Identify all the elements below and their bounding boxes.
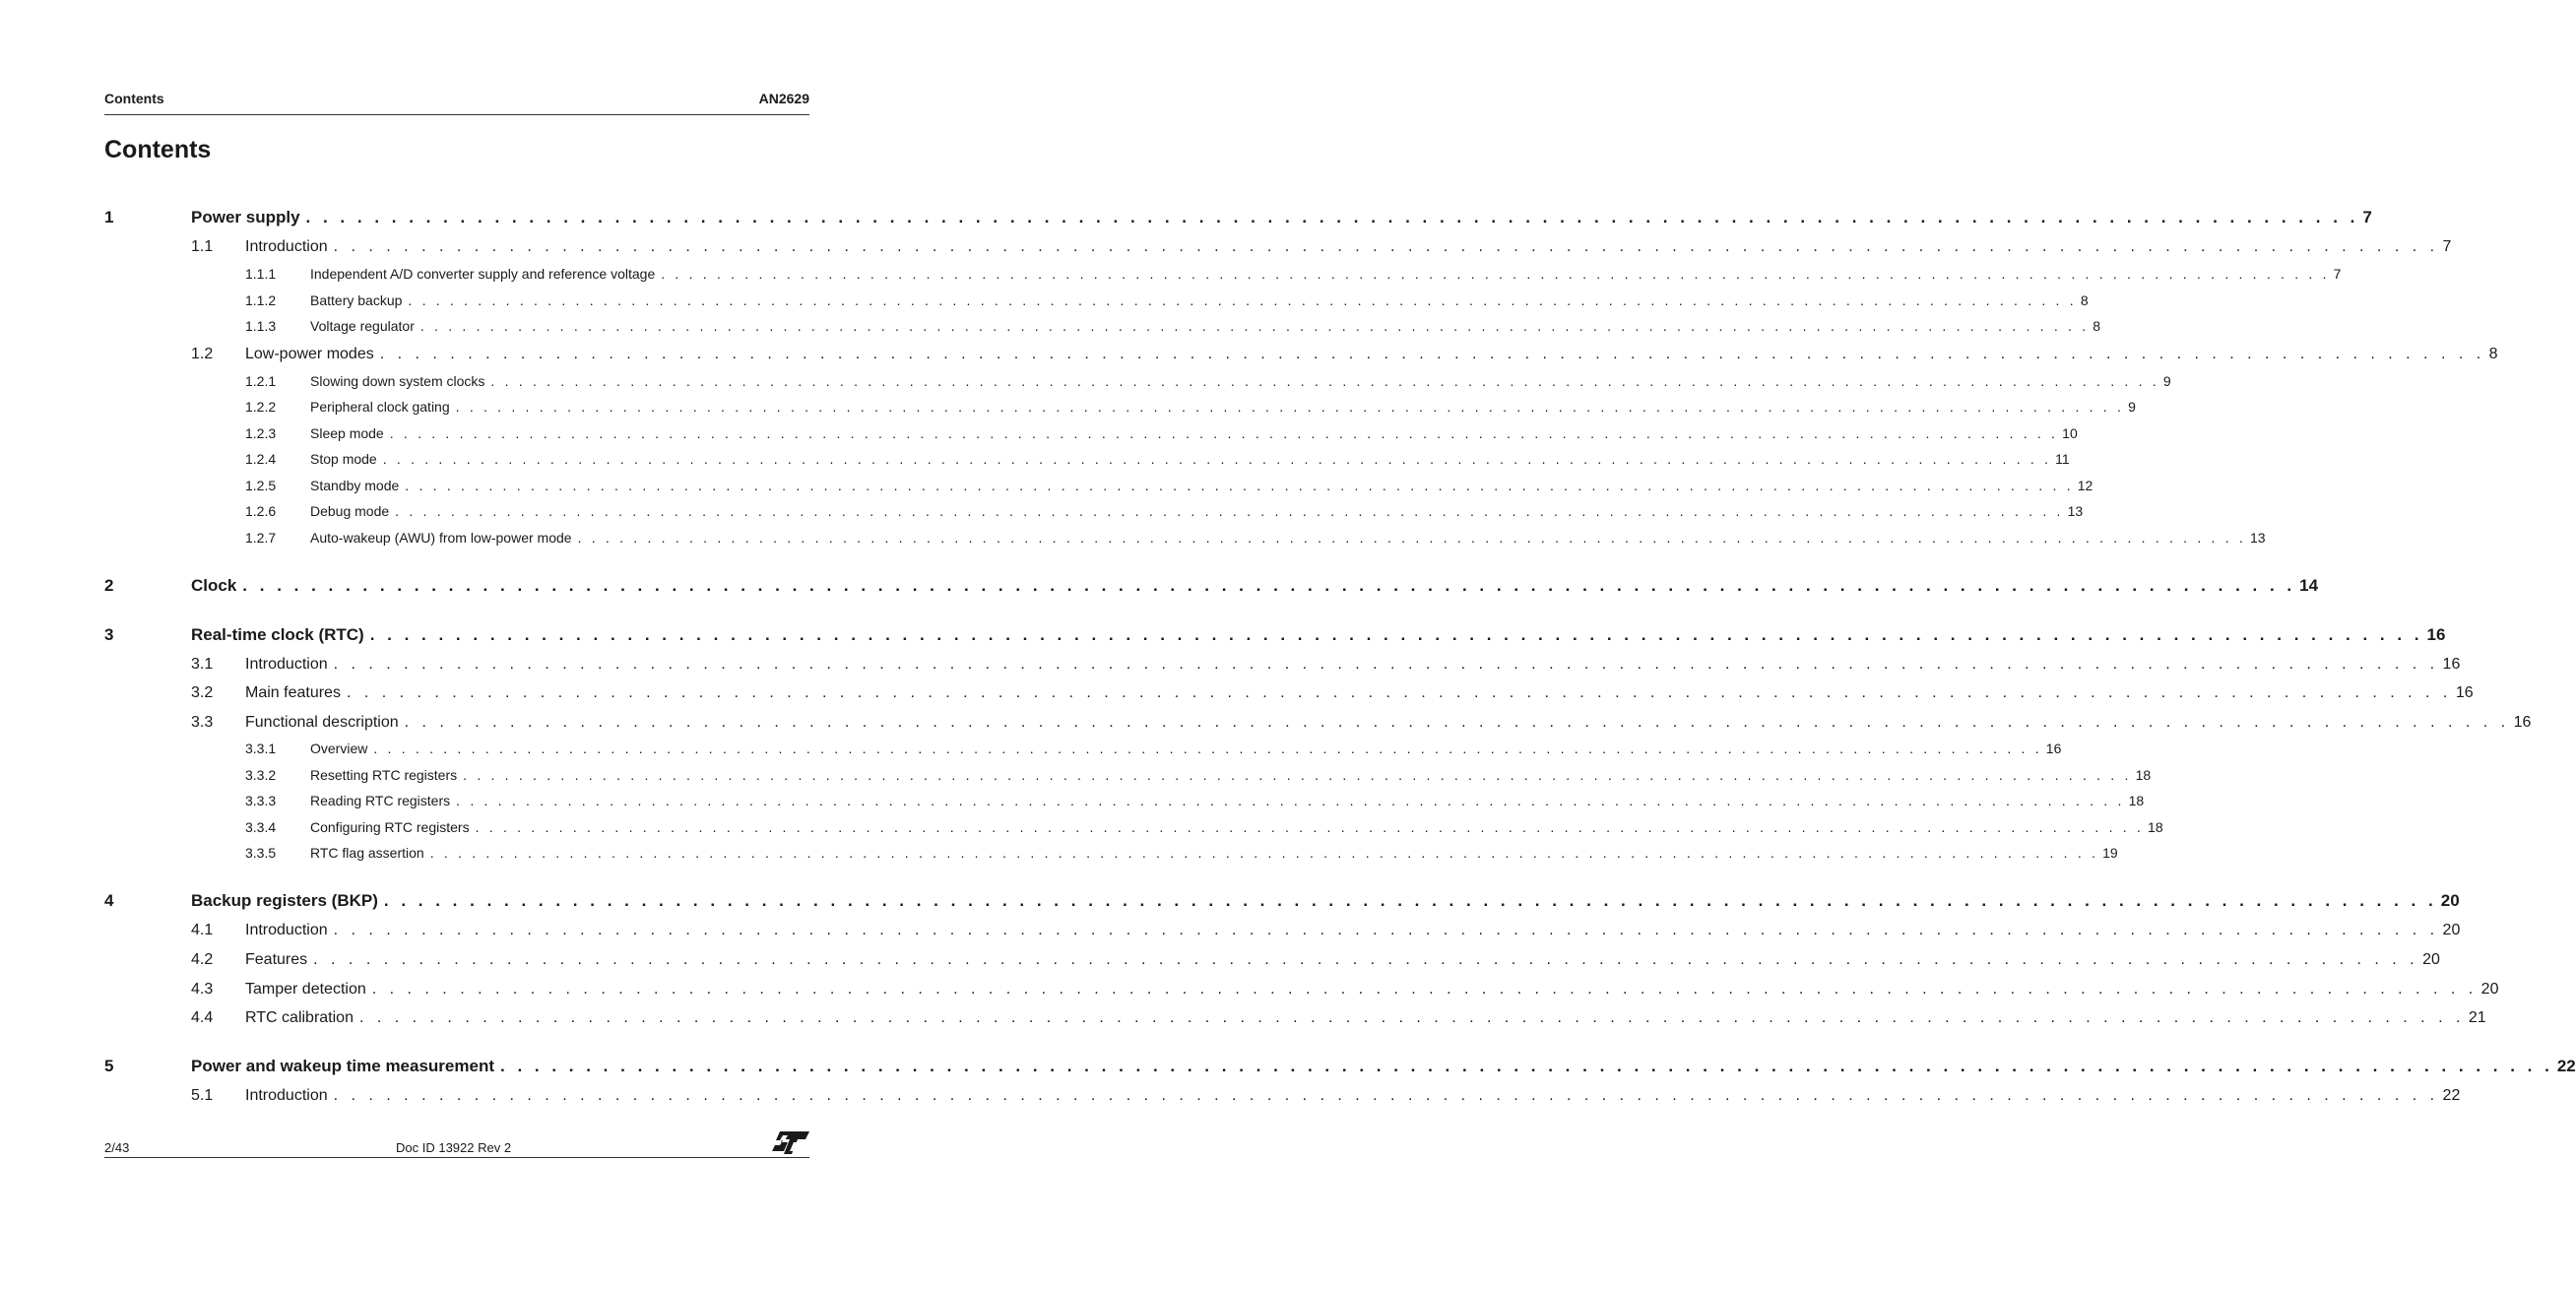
toc-entry-page[interactable]: 13	[2250, 530, 2266, 546]
toc-entry-number: 1.2.1	[245, 373, 277, 389]
toc-entry-line	[245, 1087, 2461, 1105]
toc-entry-page[interactable]: 18	[2135, 767, 2152, 783]
toc-entry-line	[245, 714, 2532, 732]
toc-entry-page[interactable]: 13	[2067, 503, 2084, 519]
toc-entry-number: 1.2	[191, 346, 214, 362]
header-doc-number: AN2629	[758, 91, 809, 106]
toc-entry-number: 1.2.3	[245, 425, 277, 441]
toc-dot-leader: . . . . . . . . . . . . . . . . . . . . . . . . . . . . . . . . . . . . . . . . . . . . . . . . . . . . . . . . . . . . . . . . . . . . . . . . . . . . . . . . . . . . . . . . . . . . . . . . . . . . . . . . . . . . . . . . . . . . . . . .	[383, 891, 2437, 910]
toc-entry-title[interactable]: Introduction	[245, 1087, 328, 1104]
toc-entry-title[interactable]: Peripheral clock gating	[310, 399, 450, 415]
toc-dot-leader: . . . . . . . . . . . . . . . . . . . . . . . . . . . . . . . . . . . . . . . . . . . . . . . . . . . . . . . . . . . . . . . . . . . . . . . . . . . . . . . . . . . . . . . . . . . . . . . . . . . . . . . . . . . . . . . . . . . . . . . .	[456, 793, 2125, 808]
toc-dot-leader: . . . . . . . . . . . . . . . . . . . . . . . . . . . . . . . . . . . . . . . . . . . . . . . . . . . . . . . . . . . . . . . . . . . . . . . . . . . . . . . . . . . . . . . . . . . . . . . . . . . . . . . . . . . . . . . . . . . . . . . .	[577, 530, 2246, 546]
toc-entry-line	[245, 951, 2440, 969]
toc-entry-title[interactable]: Debug mode	[310, 503, 390, 519]
toc-entry-page[interactable]: 16	[2455, 684, 2474, 701]
toc-entry-line	[245, 238, 2452, 256]
toc-dot-leader: . . . . . . . . . . . . . . . . . . . . . . . . . . . . . . . . . . . . . . . . . . . . . . . . . . . . . . . . . . . . . . . . . . . . . . . . . . . . . . . . . . . . . . . . . . . . . . . . . . . . . . . . . . . . . . . . . . . . . . . .	[500, 1057, 2553, 1075]
toc-dot-leader: . . . . . . . . . . . . . . . . . . . . . . . . . . . . . . . . . . . . . . . . . . . . . . . . . . . . . . . . . . . . . . . . . . . . . . . . . . . . . . . . . . . . . . . . . . . . . . . . . . . . . . . . . . . . . . . . . . . . . . . .	[405, 478, 2074, 493]
toc-entry-number: 5	[104, 1057, 114, 1075]
toc-entry-number: 3.3	[191, 714, 214, 731]
toc-entry-line	[245, 656, 2461, 674]
footer-page-number: 2/43	[104, 1140, 130, 1155]
toc-entry-title[interactable]: Stop mode	[310, 451, 377, 467]
toc-entry-number: 4.3	[191, 981, 214, 998]
toc-entry-line	[310, 503, 2084, 519]
toc-entry-title[interactable]: Independent A/D converter supply and reference voltage	[310, 266, 656, 282]
toc-dot-leader: . . . . . . . . . . . . . . . . . . . . . . . . . . . . . . . . . . . . . . . . . . . . . . . . . . . . . . . . . . . . . . . . . . . . . . . . . . . . . . . . . . . . . . . . . . . . . . . . . . . . . . . . . . . . . . . . . . . . . . . .	[333, 1087, 2439, 1104]
toc-entry-line	[310, 741, 2062, 756]
toc-entry-number: 3	[104, 625, 114, 644]
toc-dot-leader: . . . . . . . . . . . . . . . . . . . . . . . . . . . . . . . . . . . . . . . . . . . . . . . . . . . . . . . . . . . . . . . . . . . . . . . . . . . . . . . . . . . . . . . . . . . . . . . . . . . . . . . . . . . . . . . . . . . . . . . .	[333, 656, 2439, 673]
toc-entry-number: 3.1	[191, 656, 214, 673]
toc-entry-line	[191, 1057, 2576, 1076]
toc-entry-number: 3.3.3	[245, 793, 277, 808]
toc-entry-page[interactable]: 8	[2080, 292, 2089, 308]
toc-entry-number: 1.2.6	[245, 503, 277, 519]
toc-entry-title[interactable]: Power supply	[191, 208, 300, 226]
toc-dot-leader: . . . . . . . . . . . . . . . . . . . . . . . . . . . . . . . . . . . . . . . . . . . . . . . . . . . . . . . . . . . . . . . . . . . . . . . . . . . . . . . . . . . . . . . . . . . . . . . . . . . . . . . . . . . . . . . . . . . . . . . .	[389, 425, 2059, 441]
toc-entry-line	[310, 793, 2145, 808]
toc-entry-line	[310, 478, 2093, 493]
toc-entry-line	[310, 530, 2266, 546]
toc-entry-line	[191, 891, 2460, 911]
toc-entry-page[interactable]: 20	[2422, 951, 2440, 968]
toc-entry-title[interactable]: Reading RTC registers	[310, 793, 451, 808]
toc-entry-line	[191, 576, 2319, 596]
toc-entry-line	[310, 318, 2101, 334]
toc-entry-number: 3.2	[191, 684, 214, 701]
page-title: Contents	[104, 136, 212, 163]
toc-entry-page[interactable]: 11	[2055, 451, 2070, 467]
toc-entry-title[interactable]: Power and wakeup time measurement	[191, 1057, 494, 1075]
toc-entry-number: 4.4	[191, 1009, 214, 1026]
toc-dot-leader: . . . . . . . . . . . . . . . . . . . . . . . . . . . . . . . . . . . . . . . . . . . . . . . . . . . . . . . . . . . . . . . . . . . . . . . . . . . . . . . . . . . . . . . . . . . . . . . . . . . . . . . . . . . . . . . . . . . . . . . .	[333, 922, 2439, 938]
toc-entry-title[interactable]: Voltage regulator	[310, 318, 415, 334]
toc-dot-leader: . . . . . . . . . . . . . . . . . . . . . . . . . . . . . . . . . . . . . . . . . . . . . . . . . . . . . . . . . . . . . . . . . . . . . . . . . . . . . . . . . . . . . . . . . . . . . . . . . . . . . . . . . . . . . . . . . . . . . . . .	[371, 981, 2478, 998]
toc-entry-number: 1.1.2	[245, 292, 277, 308]
toc-entry-page[interactable]: 22	[2556, 1057, 2576, 1075]
toc-entry-page[interactable]: 12	[2077, 478, 2093, 493]
toc-dot-leader: . . . . . . . . . . . . . . . . . . . . . . . . . . . . . . . . . . . . . . . . . . . . . . . . . . . . . . . . . . . . . . . . . . . . . . . . . . . . . . . . . . . . . . . . . . . . . . . . . . . . . . . . . . . . . . . . . . . . . . . .	[404, 714, 2510, 731]
st-logo-icon	[772, 1128, 809, 1157]
toc-entry-page[interactable]: 16	[2513, 714, 2532, 731]
toc-entry-page[interactable]: 14	[2299, 576, 2319, 595]
toc-entry-title[interactable]: Configuring RTC registers	[310, 819, 470, 835]
toc-entry-line	[310, 845, 2118, 861]
toc-entry-page[interactable]: 8	[2488, 346, 2498, 362]
toc-dot-leader: . . . . . . . . . . . . . . . . . . . . . . . . . . . . . . . . . . . . . . . . . . . . . . . . . . . . . . . . . . . . . . . . . . . . . . . . . . . . . . . . . . . . . . . . . . . . . . . . . . . . . . . . . . . . . . . . . . . . . . . .	[313, 951, 2419, 968]
toc-entry-page[interactable]: 16	[2442, 656, 2461, 673]
toc-entry-line	[245, 981, 2499, 999]
toc-entry-title[interactable]: Main features	[245, 684, 341, 701]
toc-entry-line	[310, 373, 2171, 389]
toc-dot-leader: . . . . . . . . . . . . . . . . . . . . . . . . . . . . . . . . . . . . . . . . . . . . . . . . . . . . . . . . . . . . . . . . . . . . . . . . . . . . . . . . . . . . . . . . . . . . . . . . . . . . . . . . . . . . . . . . . . . . . . . .	[379, 346, 2485, 362]
toc-entry-number: 1.2.7	[245, 530, 277, 546]
toc-dot-leader: . . . . . . . . . . . . . . . . . . . . . . . . . . . . . . . . . . . . . . . . . . . . . . . . . . . . . . . . . . . . . . . . . . . . . . . . . . . . . . . . . . . . . . . . . . . . . . . . . . . . . . . . . . . . . . . . . . . . . . . .	[429, 845, 2099, 861]
toc-entry-number: 3.3.2	[245, 767, 277, 783]
toc-entry-number: 1.1.1	[245, 266, 277, 282]
toc-entry-title[interactable]: Introduction	[245, 922, 328, 938]
toc-entry-number: 1.2.2	[245, 399, 277, 415]
toc-entry-title[interactable]: Battery backup	[310, 292, 403, 308]
toc-entry-number: 1.1	[191, 238, 214, 255]
header-section: Contents	[104, 91, 164, 106]
toc-entry-line	[310, 767, 2152, 783]
toc-entry-title[interactable]: Clock	[191, 576, 237, 595]
toc-entry-line	[245, 922, 2461, 939]
toc-entry-title[interactable]: Low-power modes	[245, 346, 374, 362]
toc-dot-leader: . . . . . . . . . . . . . . . . . . . . . . . . . . . . . . . . . . . . . . . . . . . . . . . . . . . . . . . . . . . . . . . . . . . . . . . . . . . . . . . . . . . . . . . . . . . . . . . . . . . . . . . . . . . . . . . . . . . . . . . .	[369, 625, 2423, 644]
page-footer	[104, 1140, 809, 1158]
footer-doc-id: Doc ID 13922 Rev 2	[396, 1140, 512, 1155]
toc-entry-title[interactable]: Functional description	[245, 714, 399, 731]
toc-entry-number: 4	[104, 891, 114, 910]
toc-entry-page[interactable]: 21	[2468, 1009, 2486, 1026]
toc-entry-page[interactable]: 20	[2440, 891, 2460, 910]
toc-entry-page[interactable]: 19	[2102, 845, 2118, 861]
toc-entry-number: 3.3.1	[245, 741, 277, 756]
toc-entry-page[interactable]: 7	[2362, 208, 2372, 226]
toc-entry-title[interactable]: Resetting RTC registers	[310, 767, 458, 783]
toc-entry-title[interactable]: Auto-wakeup (AWU) from low-power mode	[310, 530, 572, 546]
toc-entry-title[interactable]: Tamper detection	[245, 981, 366, 998]
toc-entry-title[interactable]: Sleep mode	[310, 425, 384, 441]
toc-entry-page[interactable]: 18	[2128, 793, 2145, 808]
toc-entry-number: 1.2.4	[245, 451, 277, 467]
toc-entry-title[interactable]: Overview	[310, 741, 368, 756]
toc-dot-leader: . . . . . . . . . . . . . . . . . . . . . . . . . . . . . . . . . . . . . . . . . . . . . . . . . . . . . . . . . . . . . . . . . . . . . . . . . . . . . . . . . . . . . . . . . . . . . . . . . . . . . . . . . . . . . . . . . . . . . . . .	[382, 451, 2052, 467]
toc-dot-leader: . . . . . . . . . . . . . . . . . . . . . . . . . . . . . . . . . . . . . . . . . . . . . . . . . . . . . . . . . . . . . . . . . . . . . . . . . . . . . . . . . . . . . . . . . . . . . . . . . . . . . . . . . . . . . . . . . . . . . . . .	[490, 373, 2159, 389]
toc-entry-line	[245, 684, 2474, 702]
toc-entry-page[interactable]: 22	[2442, 1087, 2461, 1104]
toc-dot-leader: . . . . . . . . . . . . . . . . . . . . . . . . . . . . . . . . . . . . . . . . . . . . . . . . . . . . . . . . . . . . . . . . . . . . . . . . . . . . . . . . . . . . . . . . . . . . . . . . . . . . . . . . . . . . . . . . . . . . . . . .	[358, 1009, 2465, 1026]
toc-entry-line	[245, 346, 2498, 363]
toc-dot-leader: . . . . . . . . . . . . . . . . . . . . . . . . . . . . . . . . . . . . . . . . . . . . . . . . . . . . . . . . . . . . . . . . . . . . . . . . . . . . . . . . . . . . . . . . . . . . . . . . . . . . . . . . . . . . . . . . . . . . . . . .	[463, 767, 2132, 783]
toc-dot-leader: . . . . . . . . . . . . . . . . . . . . . . . . . . . . . . . . . . . . . . . . . . . . . . . . . . . . . . . . . . . . . . . . . . . . . . . . . . . . . . . . . . . . . . . . . . . . . . . . . . . . . . . . . . . . . . . . . . . . . . . .	[333, 238, 2439, 255]
toc-dot-leader: . . . . . . . . . . . . . . . . . . . . . . . . . . . . . . . . . . . . . . . . . . . . . . . . . . . . . . . . . . . . . . . . . . . . . . . . . . . . . . . . . . . . . . . . . . . . . . . . . . . . . . . . . . . . . . . . . . . . . . . .	[395, 503, 2064, 519]
toc-entry-number: 2	[104, 576, 114, 595]
toc-entry-line	[310, 819, 2163, 835]
toc-entry-line	[310, 266, 2342, 282]
toc-entry-page[interactable]: 20	[2442, 922, 2461, 938]
toc-entry-title[interactable]: Introduction	[245, 656, 328, 673]
toc-entry-page[interactable]: 18	[2148, 819, 2163, 835]
toc-entry-line	[191, 625, 2446, 645]
toc-entry-number: 5.1	[191, 1087, 214, 1104]
toc-entry-line	[310, 451, 2070, 467]
toc-entry-title[interactable]: RTC calibration	[245, 1009, 354, 1026]
page-header	[104, 91, 809, 115]
toc-dot-leader: . . . . . . . . . . . . . . . . . . . . . . . . . . . . . . . . . . . . . . . . . . . . . . . . . . . . . . . . . . . . . . . . . . . . . . . . . . . . . . . . . . . . . . . . . . . . . . . . . . . . . . . . . . . . . . . . . . . . . . . .	[419, 318, 2090, 334]
toc-entry-page[interactable]: 7	[2333, 266, 2342, 282]
toc-dot-leader: . . . . . . . . . . . . . . . . . . . . . . . . . . . . . . . . . . . . . . . . . . . . . . . . . . . . . . . . . . . . . . . . . . . . . . . . . . . . . . . . . . . . . . . . . . . . . . . . . . . . . . . . . . . . . . . . . . . . . . . .	[242, 576, 2296, 595]
toc-dot-leader: . . . . . . . . . . . . . . . . . . . . . . . . . . . . . . . . . . . . . . . . . . . . . . . . . . . . . . . . . . . . . . . . . . . . . . . . . . . . . . . . . . . . . . . . . . . . . . . . . . . . . . . . . . . . . . . . . . . . . . . .	[475, 819, 2145, 835]
toc-entry-page[interactable]: 16	[2426, 625, 2446, 644]
toc-entry-title[interactable]: Standby mode	[310, 478, 400, 493]
toc-dot-leader: . . . . . . . . . . . . . . . . . . . . . . . . . . . . . . . . . . . . . . . . . . . . . . . . . . . . . . . . . . . . . . . . . . . . . . . . . . . . . . . . . . . . . . . . . . . . . . . . . . . . . . . . . . . . . . . . . . . . . . . .	[305, 208, 2359, 226]
toc-entry-page[interactable]: 20	[2480, 981, 2499, 998]
toc-entry-page[interactable]: 10	[2062, 425, 2078, 441]
toc-dot-leader: . . . . . . . . . . . . . . . . . . . . . . . . . . . . . . . . . . . . . . . . . . . . . . . . . . . . . . . . . . . . . . . . . . . . . . . . . . . . . . . . . . . . . . . . . . . . . . . . . . . . . . . . . . . . . . . . . . . . . . . .	[455, 399, 2125, 415]
toc-entry-title[interactable]: Backup registers (BKP)	[191, 891, 378, 910]
toc-entry-number: 4.2	[191, 951, 214, 968]
toc-entry-title[interactable]: RTC flag assertion	[310, 845, 424, 861]
toc-entry-page[interactable]: 16	[2045, 741, 2062, 756]
toc-entry-line	[310, 292, 2089, 308]
toc-entry-number: 4.1	[191, 922, 214, 938]
toc-entry-line	[191, 208, 2372, 227]
toc-entry-number: 1	[104, 208, 114, 226]
toc-entry-title[interactable]: Slowing down system clocks	[310, 373, 485, 389]
toc-dot-leader: . . . . . . . . . . . . . . . . . . . . . . . . . . . . . . . . . . . . . . . . . . . . . . . . . . . . . . . . . . . . . . . . . . . . . . . . . . . . . . . . . . . . . . . . . . . . . . . . . . . . . . . . . . . . . . . . . . . . . . . .	[408, 292, 2077, 308]
toc-entry-number: 1.2.5	[245, 478, 277, 493]
toc-dot-leader: . . . . . . . . . . . . . . . . . . . . . . . . . . . . . . . . . . . . . . . . . . . . . . . . . . . . . . . . . . . . . . . . . . . . . . . . . . . . . . . . . . . . . . . . . . . . . . . . . . . . . . . . . . . . . . . . . . . . . . . .	[346, 684, 2452, 701]
toc-dot-leader: . . . . . . . . . . . . . . . . . . . . . . . . . . . . . . . . . . . . . . . . . . . . . . . . . . . . . . . . . . . . . . . . . . . . . . . . . . . . . . . . . . . . . . . . . . . . . . . . . . . . . . . . . . . . . . . . . . . . . . . .	[661, 266, 2330, 282]
toc-entry-title[interactable]: Introduction	[245, 238, 328, 255]
toc-entry-page[interactable]: 9	[2128, 399, 2136, 415]
toc-entry-line	[310, 425, 2078, 441]
toc-entry-line	[310, 399, 2136, 415]
toc-entry-number: 1.1.3	[245, 318, 277, 334]
toc-entry-number: 3.3.5	[245, 845, 277, 861]
toc-dot-leader: . . . . . . . . . . . . . . . . . . . . . . . . . . . . . . . . . . . . . . . . . . . . . . . . . . . . . . . . . . . . . . . . . . . . . . . . . . . . . . . . . . . . . . . . . . . . . . . . . . . . . . . . . . . . . . . . . . . . . . . .	[373, 741, 2042, 756]
toc-entry-page[interactable]: 7	[2442, 238, 2452, 255]
toc-entry-title[interactable]: Features	[245, 951, 308, 968]
toc-entry-number: 3.3.4	[245, 819, 277, 835]
toc-entry-page[interactable]: 9	[2162, 373, 2171, 389]
toc-entry-page[interactable]: 8	[2093, 318, 2101, 334]
toc-entry-title[interactable]: Real-time clock (RTC)	[191, 625, 364, 644]
toc-entry-line	[245, 1009, 2486, 1027]
